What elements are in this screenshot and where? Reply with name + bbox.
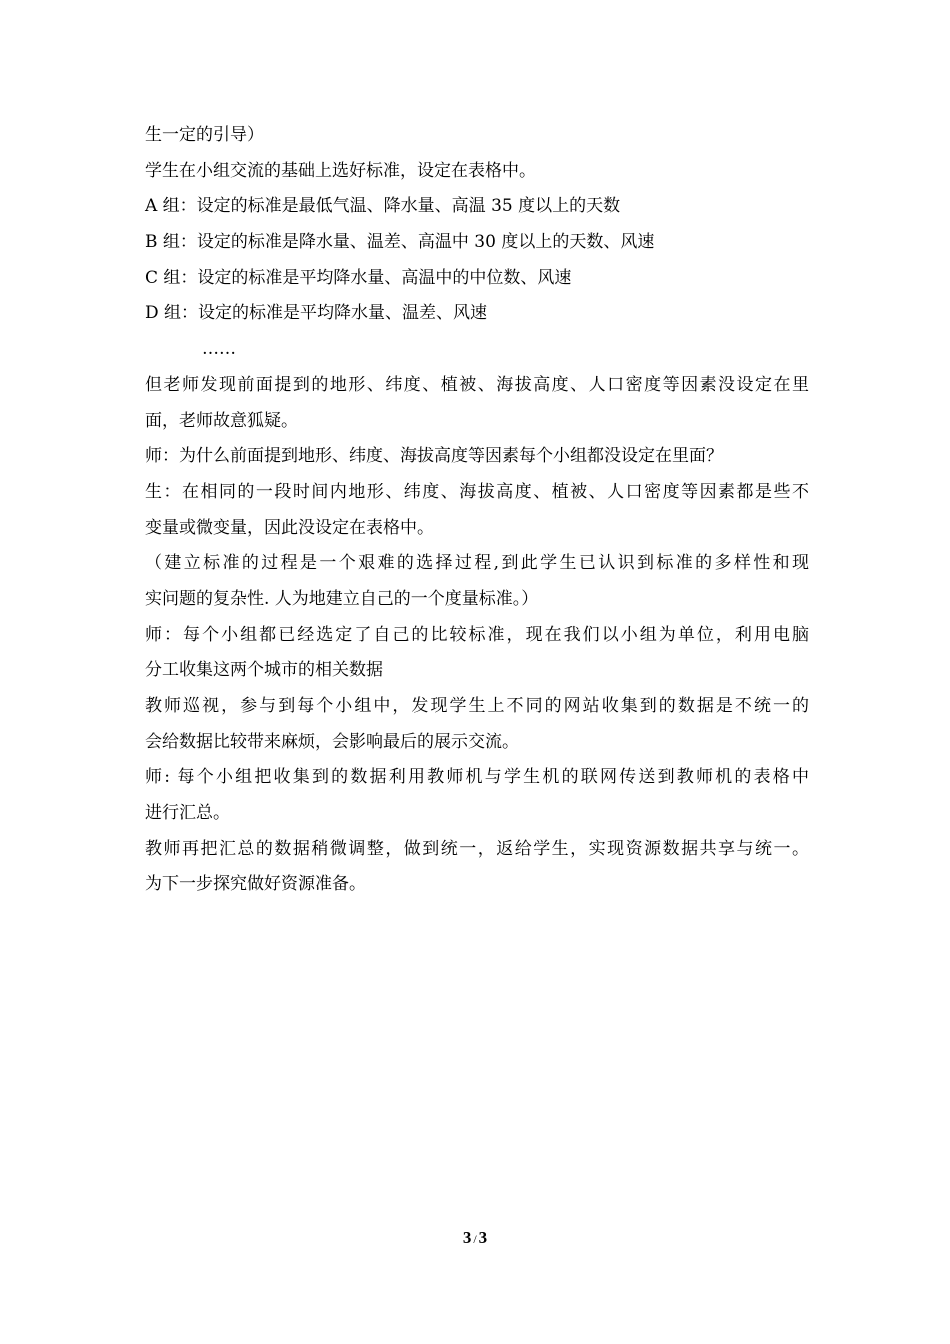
page-separator: / [473,1232,477,1246]
text-line: C 组：设定的标准是平均降水量、高温中的中位数、风速 [145,267,572,288]
text-line: 为下一步探究做好资源准备。 [145,874,366,895]
text-line: 师: 每个小组把收集到的数据利用教师机与学生机的联网传送到教师机的表格中 [145,767,809,788]
text-line: 分工收集这两个城市的相关数据 [145,660,383,681]
current-page-number: 3 [462,1228,472,1247]
text-line: 变量或微变量，因此没设定在表格中。 [145,517,434,538]
text-line: 学生在小组交流的基础上选好标准，设定在表格中。 [145,160,536,181]
page-number-footer [0,1228,950,1248]
text-line: B 组：设定的标准是降水量、温差、高温中 30 度以上的天数、风速 [145,232,655,253]
text-line: 生：在相同的一段时间内地形、纬度、海拔高度、植被、人口密度等因素都是些不 [145,481,809,502]
document-body [145,118,809,903]
text-line: 教师巡视，参与到每个小组中，发现学生上不同的网站收集到的数据是不统一的 [145,696,809,716]
text-line: 生一定的引导） [145,125,264,145]
text-line: 实问题的复杂性. 人为地建立自己的一个度量标准。） [145,588,539,609]
text-line: 会给数据比较带来麻烦，会影响最后的展示交流。 [145,731,519,752]
text-line: 师：为什么前面提到地形、纬度、海拔高度等因素每个小组都没设定在里面？ [145,446,723,467]
ellipsis-line: …… [202,339,236,360]
text-line: 师：每个小组都已经选定了自己的比较标准，现在我们以小组为单位，利用电脑 [145,624,809,645]
text-line: D 组：设定的标准是平均降水量、温差、风速 [145,303,488,324]
text-line: 但老师发现前面提到的地形、纬度、植被、海拔高度、人口密度等因素没设定在里 [145,374,809,395]
text-line: （建立标准的过程是一个艰难的选择过程,到此学生已认识到标准的多样性和现 [145,553,809,574]
total-page-count: 3 [478,1228,488,1247]
text-line: 进行汇总。 [145,803,230,824]
text-line: 面，老师故意狐疑。 [145,410,298,431]
text-line: 教师再把汇总的数据稍微调整，做到统一，返给学生，实现资源数据共享与统一。 [145,838,809,859]
text-line: A 组：设定的标准是最低气温、降水量、高温 35 度以上的天数 [145,196,621,217]
